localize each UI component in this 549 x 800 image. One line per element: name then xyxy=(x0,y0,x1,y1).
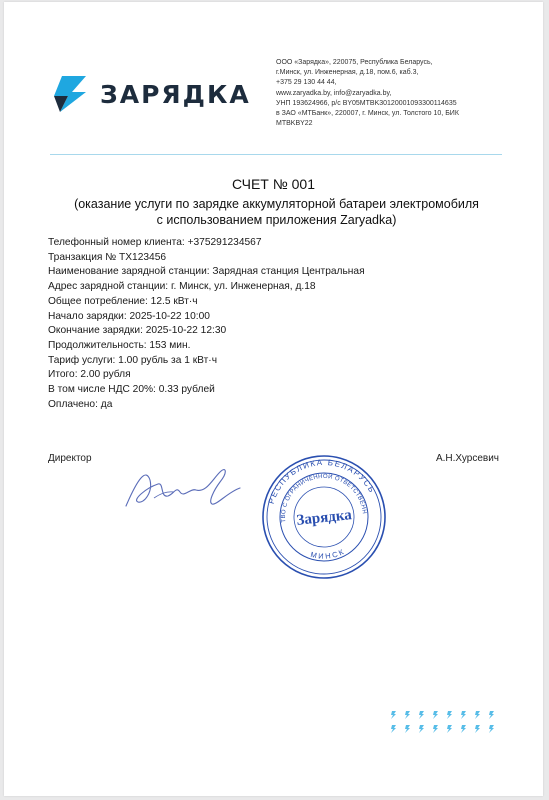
lightning-dot xyxy=(447,725,452,733)
invoice-title: СЧЕТ № 001 xyxy=(231,176,316,192)
company-line: в ЗАО «МТБанк», 220007, г. Минск, ул. Толстого 10, БИК xyxy=(276,110,459,118)
subtitle-line: с использованием приложения Zaryadka) xyxy=(156,213,397,227)
detail-start: Начало зарядки: 2025-10-22 10:00 xyxy=(48,310,210,322)
detail-duration: Продолжительность: 153 мин. xyxy=(48,339,191,351)
lightning-dot xyxy=(475,725,480,733)
lightning-dot xyxy=(461,711,466,719)
company-line: УНП 193624966, р/с BY05MTBK30120001093300114635 xyxy=(276,99,457,107)
detail-phone: Телефонный номер клиента: +375291234567 xyxy=(48,237,262,248)
lightning-dot xyxy=(419,725,424,733)
stamp-center-text: Зарядка xyxy=(295,507,353,529)
detail-station-address: Адрес зарядной станции: г. Минск, ул. Инженерная, д.18 xyxy=(48,281,316,293)
stamp-middle-text: ОБЩЕСТВО С ОГРАНИЧЕННОЙ ОТВЕТСТВЕННОСТЬЮ xyxy=(280,473,367,523)
detail-paid: Оплачено: да xyxy=(48,398,113,410)
invoice-subtitle xyxy=(44,196,509,228)
lightning-dot xyxy=(475,711,480,719)
logo-text: ЗАРЯДКА xyxy=(100,79,251,109)
company-line: г.Минск, ул. Инженерная, д.18, пом.6, каб.3, xyxy=(276,69,419,77)
detail-transaction: Транзакция № TX123456 xyxy=(48,251,167,263)
lightning-dot xyxy=(405,725,410,733)
detail-station-name: Наименование зарядной станции: Зарядная станция Центральная xyxy=(48,266,365,278)
subtitle-line: (оказание услуги по зарядке аккумуляторной батареи электромобиля xyxy=(74,197,479,211)
lightning-dot xyxy=(461,725,466,733)
lightning-dot xyxy=(433,711,438,719)
company-stamp xyxy=(259,452,389,582)
detail-end: Окончание зарядки: 2025-10-22 12:30 xyxy=(48,325,227,337)
lightning-dot xyxy=(391,711,396,719)
lightning-dot xyxy=(489,725,494,733)
lightning-dot xyxy=(405,711,410,719)
invoice-page xyxy=(4,2,543,796)
lightning-dots-icon xyxy=(384,707,504,737)
detail-tariff: Тариф услуги: 1.00 рубль за 1 кВт·ч xyxy=(48,354,217,366)
lightning-dot xyxy=(391,725,396,733)
stamp-outer-text: РЕСПУБЛИКА БЕЛАРУСЬ xyxy=(266,457,377,505)
company-logo xyxy=(50,72,251,116)
lightning-logo-icon xyxy=(50,74,90,114)
company-line: MTBKBY22 xyxy=(276,120,313,128)
company-info xyxy=(276,58,506,129)
company-line: +375 29 130 44 44, xyxy=(276,79,337,87)
header-divider xyxy=(50,154,502,155)
lightning-dot xyxy=(489,711,494,719)
director-name: А.Н.Хурсевич xyxy=(435,453,499,464)
detail-total: Итого: 2.00 рубля xyxy=(48,369,131,381)
lightning-dot xyxy=(419,711,424,719)
lightning-dot xyxy=(433,725,438,733)
invoice-details xyxy=(48,236,365,412)
lightning-dot xyxy=(447,711,452,719)
company-line: www.zaryadka.by, info@zaryadka.by, xyxy=(276,89,392,97)
company-line: ООО «Зарядка», 220075, Республика Беларусь, xyxy=(276,59,433,66)
stamp-bottom-text: МИНСК xyxy=(309,546,347,561)
detail-vat: В том числе НДС 20%: 0.33 рублей xyxy=(48,384,215,396)
handwritten-signature xyxy=(116,458,246,518)
detail-consumption: Общее потребление: 12.5 кВт·ч xyxy=(48,295,198,307)
director-label: Директор xyxy=(48,453,92,464)
